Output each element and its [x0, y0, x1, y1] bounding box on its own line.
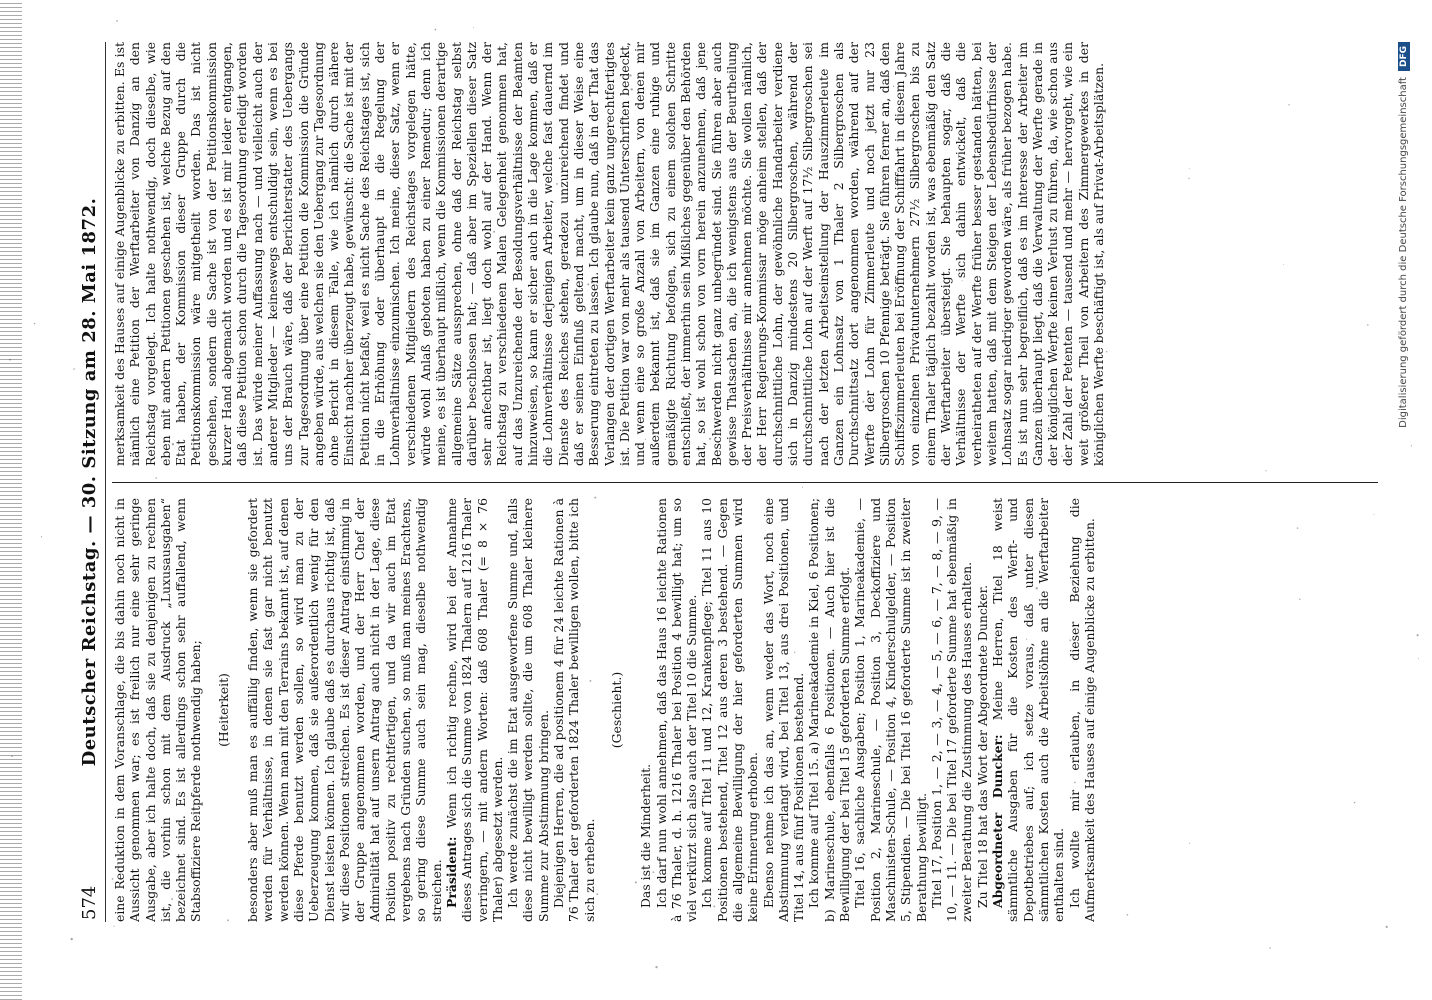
speech-text: Wenn ich richtig rechne, wird bei der Annahme dieses Antrages sich die Summe von 1824 Thalern auf 1216 Thaler verringern, — mit andern Worten: daß 608 Thaler (= 8 × 76 Thaler) abgesetzt werden.: [443, 498, 505, 922]
column-divider: [112, 482, 1378, 483]
paragraph: Ich wollte mir erlauben, in dieser Beziehung die Aufmerksamkeit des Hauses auf einige Augenblicke zu erbitten.: [1066, 498, 1097, 922]
left-column: [112, 498, 1378, 922]
digitization-credit: [1398, 42, 1418, 922]
paragraph: Das ist die Minderheit.: [638, 763, 654, 908]
paragraph: Titel 17, Position 1, — 2, — 3, — 4, — 5, — 6, — 7, — 8, — 9, — 10, — 11. — Die bei Titel 17 geforderte Summe hat ebenmäßig in zweiter Berathung die Zustimmung des Hauses erhalten.: [928, 498, 975, 922]
dfg-logo: DFG: [1398, 42, 1410, 71]
speech-text: Meine Herren, Titel 18 weist sämmtliche Ausgaben für die Kosten des Werft- und Depotbetriebes auf; ich setze voraus, daß unter diesen sämmtlichen Kosten auch die Arbeitslöhne an die Werftarbeiter enthalten sind.: [990, 498, 1067, 922]
paragraph: Ich werde zunächst die im Etat ausgeworfene Summe und, falls diese nicht bewilligt werden sollte, die um 608 Thaler kleinere Summe zur Abstimmung bringen.: [505, 498, 551, 922]
paragraph: Ich komme auf Titel 11 und 12, Krankenpflege; Titel 11 aus 10 Positionen bestehend, Titel 12 aus deren 3 bestehend. — Gegen die allgemeine Bewilligung der hier geforderten Summen wird keine Erinnerung erhoben.: [699, 498, 761, 922]
credit-text: Digitalisierung gefördert durch die Deutsche Forschungsgemeinschaft: [1398, 77, 1409, 428]
paragraph: Ebenso nehme ich das an, wenn weder das Wort, noch eine Abstimmung verlangt wird, bei Titel 13, aus drei Positionen, und Titel 14, aus fünf Positionen bestehend.: [760, 498, 807, 922]
paragraph: [444, 498, 505, 922]
paragraph: besonders aber muß man es auffällig finden, wenn sie gefordert werden für Verhältnisse, in denen sie fast gar nicht benutzt werden können. Wenn man mit den Terrains bekannt ist, auf denen diese Pferde benutzt werden sollen, so wird man zu der Ueberzeugung kommen, daß sie außerordentlich wenig für den Dienst leisten können. Ich glaube daß es durchaus richtig ist, daß wir diese Positionen streichen. Es ist dieser Antrag einstimmig in der Gruppe angenommen worden, und der Herr Chef der Admiralität hat auf unsern Antrag auch nicht in der Lage, diese Position positiv zu rechtfertigen, und da wir auch im Etat vergebens nach Gründen suchen, so muß man meines Erachtens, so gering diese Summe auch sein mag, dieselbe nothwendig streichen.: [245, 498, 444, 922]
stage-direction: (Heiterkeit): [215, 673, 231, 747]
paragraph: Ich darf nun wohl annehmen, daß das Haus 16 leichte Rationen à 76 Thaler, d. h. 1216 Thaler bei Position 4 bewilligt hat; um so viel verkürzt sich also auch der Titel 10 die Summe.: [653, 498, 700, 922]
speaker-name: Abgeordneter Duncker:: [990, 734, 1006, 908]
right-column: [112, 42, 1378, 466]
paragraph: Ich komme auf Titel 15. a) Marineakademie in Kiel, 6 Positionen; b) Marineschule, ebenfalls 6 Positionen. — Auch hier ist die Bewilligung der bei Titel 15 geforderten Summe erfolgt.: [806, 498, 853, 922]
running-title: Deutscher Reichstag. — 30. Sitzung am 28. Mai 1872.: [79, 197, 100, 767]
paragraph: Titel 16, sachliche Ausgaben; Position 1, Marineakademie, — Position 2, Marineschule, — Position 3, Deckoffiziere und Maschinisten-Schule, — Position 4, Kinderschulgelder, — Position 5, Stipendien. — Die bei Titel 16 geforderte Summe ist in zweiter Berathung bewilligt.: [852, 498, 929, 922]
page-number: 574: [79, 885, 100, 920]
paragraph: eine Reduktion in dem Voranschlage, die bis dahin noch nicht in Aussicht genommen war; es ist freilich nur eine sehr geringe Ausgabe, aber ich halte doch, daß sie zu denjenigen zu rechnen ist, die vorhin schon mit dem Ausdruck „Luxusausgaben“ bezeichnet sind. Es ist allerdings schon sehr auffallend, wenn Stabsoffiziere Reitpferde nothwendig haben;: [112, 498, 204, 922]
speaker-name: Präsident:: [443, 836, 459, 908]
paragraph: Diejenigen Herren, die ad positionem 4 für 24 leichte Rationen à 76 Thaler der geforderten 1824 Thaler bewilligen wollen, bitte ich sich zu erheben.: [551, 498, 597, 922]
stage-direction: (Geschieht.): [608, 671, 624, 749]
paragraph: [990, 498, 1066, 922]
page-header: [75, 42, 106, 922]
paragraph: merksamkeit des Hauses auf einige Augenblicke zu erbitten. Es ist nämlich eine Petition der Werftarbeiter von Danzig an den Reichstag vorgelegt. Ich halte nothwendig, doch dieselbe, wie eben mit andern Petitionen geschehen ist, welche Bezug auf den Etat haben, der Kommission dieser Gruppe durch die Petitionskommission wäre mitgetheilt worden. Das ist nicht geschehen, sondern die Sache ist von der Petitionskommission kurzer Hand abgemacht worden und es ist mir leider entgangen, daß diese Petition schon durch die Tagesordnung erledigt worden ist. Das würde meiner Auffassung nach — und vielleicht auch der anderer Mitglieder — keineswegs entschuldigt sein, wenn es bei uns der Brauch wäre, daß der Berichterstatter des Uebergangs zur Tagesordnung über eine Petition die Kommission die Gründe angeben würde, aus welchen sie den Uebergang zur Tagesordnung ohne Bericht in diesem Falle, wie ich nämlich durch nähere Einsicht nachher überzeugt habe, gewünscht: die Sache ist mit der Petition nicht befaßt, weil es nicht Sache des Reichstages ist, sich in die Erhöhung oder überhaupt in die Regelung der Lohnverhältnisse einzumischen. Ich meine, dieser Satz, wenn er verschiedenen Mitgliedern des Reichstages vorgelegen hätte, würde wohl Anlaß geboten haben zu einer Remedur; denn ich meine, es ist überhaupt mißlich, wenn die Kommissionen derartige allgemeine Sätze aussprechen, ohne daß der Reichstag selbst darüber beschlossen hat; — daß aber im Speziellen dieser Satz sehr anfechtbar ist, liegt doch wohl auf der Hand. Wenn der Reichstag zu verschiedenen Malen Gelegenheit genommen hat, auf das Unzureichende der Besoldungsverhältnisse der Beamten hinzuweisen, so kann er sicher auch in die Lage kommen, daß er die Lohnverhältnisse derjenigen Arbeiter, welche fast dauernd im Dienste des Reiches stehen, geradezu unzureichend findet und daß er seinen Einfluß geltend macht, um in dieser Weise eine Besserung eintreten zu lassen. Ich glaube nun, daß in der That das Verlangen der dortigen Werftarbeiter kein ganz ungerechtfertigtes ist. Die Petition war von mehr als tausend Unterschriften bedeckt, und wenn eine so große Anzahl von Arbeitern, von denen mir außerdem bekannt ist, daß sie im Ganzen eine ruhige und gemäßigte Richtung befolgen, sich zu einem solchen Schritte entschließt, der immerhin sein Mißliches gegenüber den Behörden hat, so ist wohl schon von vorn herein anzunehmen, daß jene Beschwerden nicht ganz unbegründet sind. Sie führen aber auch gewisse Thatsachen an, die ich wenigstens aus der Beurtheilung der Preisverhältnisse mir annehmen möchte. Sie wollen nämlich, der Herr Regierungs-Kommissar möge anheim stellen, daß der durchschnittliche Lohn, der gewöhnliche Handarbeiter verdiene sich in Danzig mindestens 20 Silbergroschen, während der durchschnittliche Lohn auf der Werft auf 17½ Silbergroschen sei nach der letzten Arbeitseinstellung der Hauszimmerleute im Ganzen ein Lohnsatz von 1 Thaler 2 Silbergroschen als Durchschnittsatz dort angenommen worden, während auf der Werfte der Lohn für Zimmerleute und noch jetzt nur 23 Silbergroschen 10 Pfennige beträgt. Sie führen ferner an, daß den Schiffszimmerleuten bei Eröffnung der Schifffahrt in diesem Jahre von einzelnen Privatunternehmern 27½ Silbergroschen bis zu einem Thaler täglich bezahlt worden ist, was ebenmäßig den Satz der Werftarbeiter übersteigt. Sie behaupten sogar, daß die Verhältnisse der Werfte sich dahin entwickelt, daß die verheiratheten auf der Werfte früher besser gestanden hätten, bei weitem hatten, daß mit dem Steigen der Lebensbedürfnisse der Lohnsatz sogar niedriger geworden wäre, als früher bezogen habe. Es ist nun sehr begreiflich, daß es im Interesse der Arbeiter im Ganzen überhaupt liegt, daß die Verwaltung der Werfte gerade in der königlichen Werfte keinen Verlust zu führen, da, wie schon aus der Zahl der Petenten — tausend und mehr — hervorgeht, wie ein weit größerer Theil von Arbeitern des Zimmergewerkes in der königlichen Werfte beschäftigt ist, als auf Privat-Arbeitsplätzen.: [112, 42, 1106, 466]
paragraph: Zu Titel 18 hat das Wort der Abgeordnete Duncker.: [974, 584, 990, 908]
